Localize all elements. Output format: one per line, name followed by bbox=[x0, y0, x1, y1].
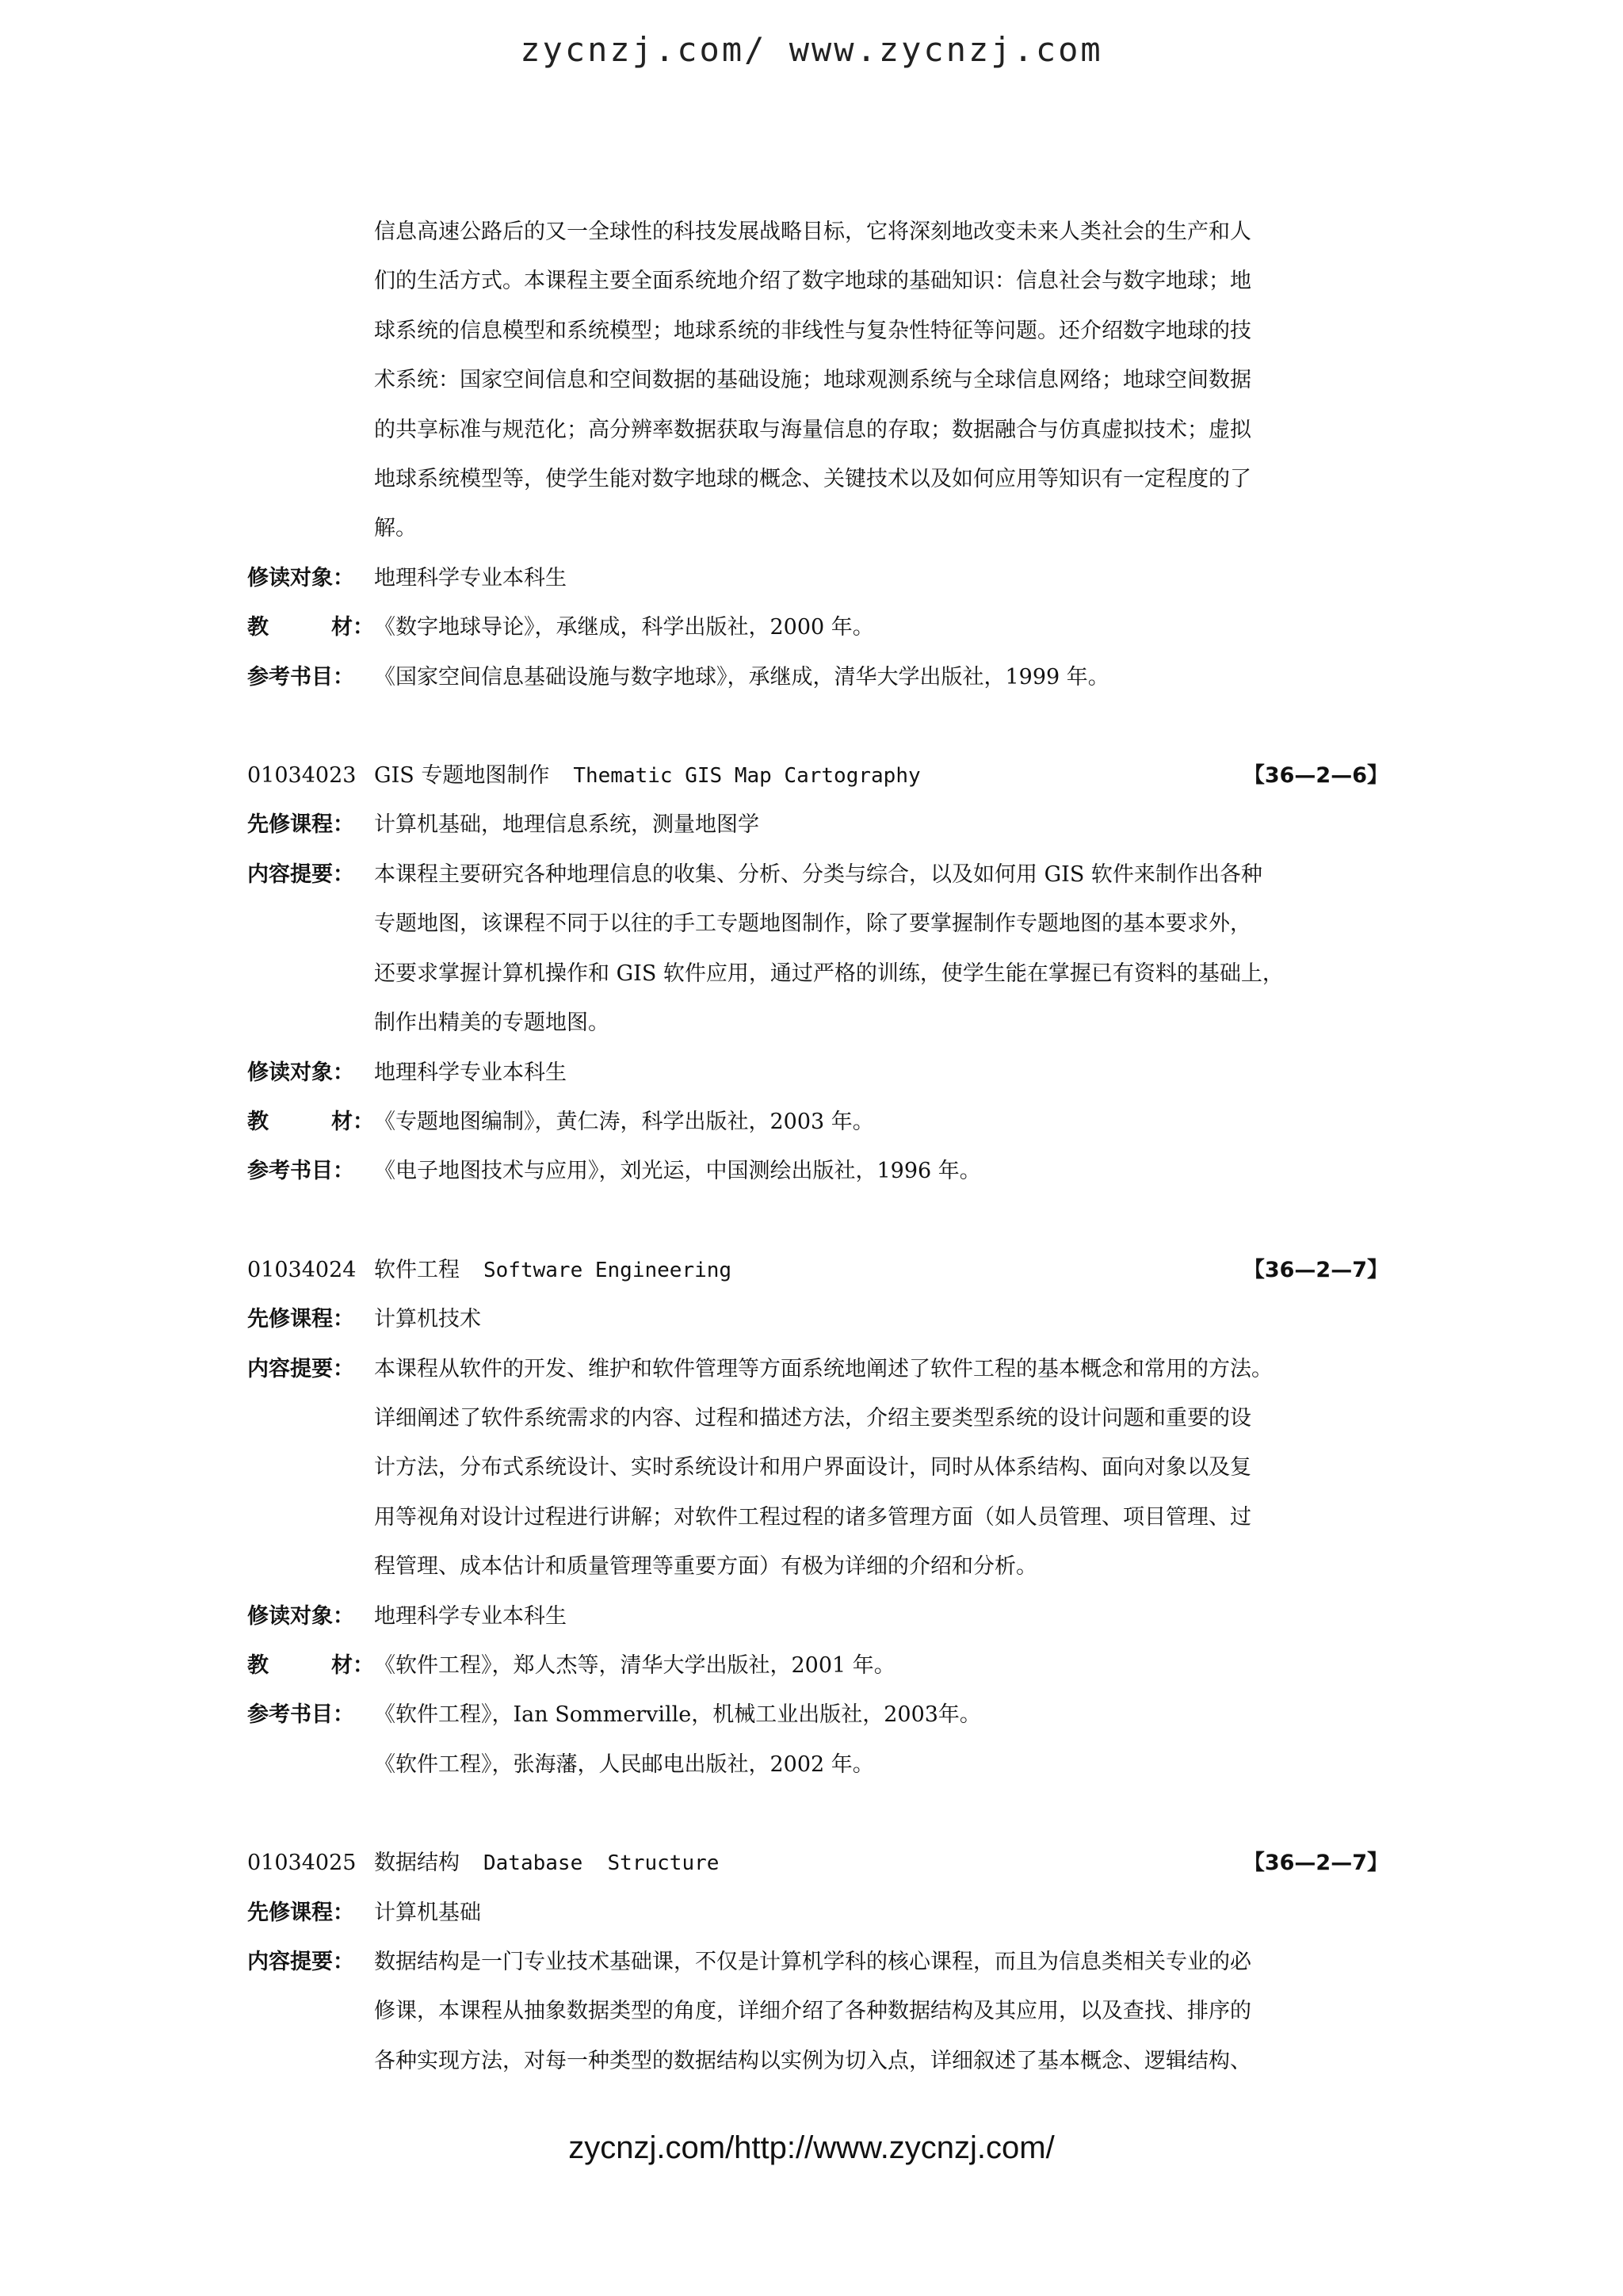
summary-line: 用等视角对设计过程进行讲解；对软件工程过程的诸多管理方面（如人员管理、项目管理、过 bbox=[374, 1504, 1251, 1530]
textbook-label bbox=[247, 603, 374, 652]
summary-line: 球系统的信息模型和系统模型；地球系统的非线性与复杂性特征等问题。还介绍数字地球的技 bbox=[374, 318, 1251, 343]
summary-line: 程管理、成本估计和质量管理等重要方面）有极为详细的介绍和分析。 bbox=[374, 1554, 1037, 1580]
course-cn-title: 数据结构 bbox=[374, 1851, 460, 1876]
course-cn-title: GIS 专题地图制作 bbox=[374, 763, 550, 789]
summary-line: 本课程主要研究各种地理信息的收集、分析、分类与综合，以及如何用 GIS 软件来制作出各种 bbox=[374, 861, 1262, 887]
summary-row bbox=[247, 850, 1388, 900]
audience-label: 修读对象： bbox=[247, 565, 354, 590]
summary-line: 修课，本课程从抽象数据类型的角度，详细介绍了各种数据结构及其应用，以及查找、排序的 bbox=[374, 1999, 1251, 2024]
summary-line: 详细阐述了软件系统需求的内容、过程和描述方法，介绍主要类型系统的设计问题和重要的设 bbox=[374, 1405, 1251, 1431]
summary-line: 术系统：国家空间信息和空间数据的基础设施；地球观测系统与全球信息网络；地球空间数据 bbox=[374, 368, 1251, 393]
course-hours: 【36—2—6】 bbox=[1243, 763, 1388, 789]
summary-line: 专题地图，该课程不同于以往的手工专题地图制作，除了要掌握制作专题地图的基本要求外， bbox=[374, 911, 1251, 937]
prereq-row bbox=[247, 800, 1388, 850]
prereq-value: 计算机技术 bbox=[374, 1307, 481, 1332]
section-gap bbox=[247, 1790, 1388, 1839]
summary-row bbox=[247, 1938, 1388, 1987]
references-label: 参考书目： bbox=[247, 664, 354, 690]
course-hours: 【36—2—7】 bbox=[1243, 1257, 1388, 1282]
summary-line: 们的生活方式。本课程主要全面系统地介绍了数字地球的基础知识：信息社会与数字地球；地 bbox=[374, 269, 1251, 294]
course-en-title: Database Structure bbox=[483, 1851, 720, 1876]
textbook-row bbox=[247, 603, 1388, 652]
textbook-label bbox=[247, 1641, 374, 1690]
course-heading bbox=[247, 751, 1388, 800]
references-label: 参考书目： bbox=[247, 1159, 354, 1184]
summary-line: 的共享标准与规范化；高分辨率数据获取与海量信息的存取；数据融合与仿真虚拟技术；虚拟 bbox=[374, 417, 1251, 442]
summary-line: 计方法，分布式系统设计、实时系统设计和用户界面设计，同时从体系结构、面向对象以及复 bbox=[374, 1455, 1251, 1480]
summary-label: 内容提要： bbox=[247, 861, 354, 887]
prereq-label: 先修课程： bbox=[247, 1307, 354, 1332]
prereq-label: 先修课程： bbox=[247, 812, 354, 838]
course-cn-title: 软件工程 bbox=[374, 1257, 460, 1282]
summary-label: 内容提要： bbox=[247, 1950, 354, 1974]
references-row bbox=[247, 1690, 1388, 1740]
section-gap bbox=[247, 702, 1388, 751]
summary-line: 各种实现方法，对每一种类型的数据结构以实例为切入点，详细叙述了基本概念、逻辑结构、 bbox=[374, 2048, 1251, 2073]
continued-summary bbox=[247, 208, 1388, 554]
textbook-label-part: 教 bbox=[247, 1652, 269, 1678]
reference-item: 《国家空间信息基础设施与数字地球》，承继成，清华大学出版社，1999 年。 bbox=[374, 664, 1109, 690]
audience-label: 修读对象： bbox=[247, 1060, 354, 1085]
summary-line: 地球系统模型等，使学生能对数字地球的概念、关键技术以及如何应用等知识有一定程度的了 bbox=[374, 467, 1251, 492]
textbook-label-part: 材： bbox=[331, 1109, 374, 1134]
reference-item: 《软件工程》，张海藩，人民邮电出版社，2002 年。 bbox=[374, 1752, 874, 1777]
audience-value: 地理科学专业本科生 bbox=[374, 565, 567, 590]
prereq-row bbox=[247, 1295, 1388, 1344]
summary-line: 解。 bbox=[374, 516, 417, 541]
course-heading bbox=[247, 1839, 1388, 1888]
summary-line: 数据结构是一门专业技术基础课，不仅是计算机学科的核心课程，而且为信息类相关专业的必 bbox=[374, 1950, 1251, 1974]
textbook-label-part: 教 bbox=[247, 1109, 269, 1134]
textbook-value: 《软件工程》，郑人杰等，清华大学出版社，2001 年。 bbox=[374, 1652, 896, 1678]
summary-line: 信息高速公路后的又一全球性的科技发展战略目标，它将深刻地改变未来人类社会的生产和人 bbox=[374, 220, 1251, 244]
course-code: 01034023 bbox=[247, 763, 357, 789]
textbook-label-part: 材： bbox=[331, 1652, 374, 1678]
textbook-label bbox=[247, 1098, 374, 1147]
audience-value: 地理科学专业本科生 bbox=[374, 1603, 567, 1629]
prereq-value: 计算机基础，地理信息系统，测量地图学 bbox=[374, 812, 759, 838]
course-en-title: Software Engineering bbox=[483, 1258, 732, 1282]
textbook-value: 《专题地图编制》，黄仁涛，科学出版社，2003 年。 bbox=[374, 1109, 874, 1134]
audience-value: 地理科学专业本科生 bbox=[374, 1060, 567, 1085]
reference-item: 《软件工程》，Ian Sommerville，机械工业出版社，2003年。 bbox=[374, 1702, 981, 1728]
summary-line: 制作出精美的专题地图。 bbox=[374, 1010, 609, 1036]
section-gap bbox=[247, 1197, 1388, 1246]
page-header: zycnzj.com/ www.zycnzj.com bbox=[520, 30, 1103, 69]
prereq-label: 先修课程： bbox=[247, 1900, 354, 1925]
summary-label: 内容提要： bbox=[247, 1356, 354, 1381]
summary-row bbox=[247, 1345, 1388, 1394]
course-code: 01034024 bbox=[247, 1257, 357, 1282]
references-row bbox=[247, 653, 1388, 702]
textbook-label-part: 教 bbox=[247, 615, 269, 640]
course-hours: 【36—2—7】 bbox=[1243, 1851, 1388, 1876]
textbook-label-part: 材： bbox=[331, 615, 374, 640]
references-label: 参考书目： bbox=[247, 1702, 354, 1728]
prereq-value: 计算机基础 bbox=[374, 1900, 481, 1925]
summary-line: 本课程从软件的开发、维护和软件管理等方面系统地阐述了软件工程的基本概念和常用的方法。 bbox=[374, 1356, 1273, 1381]
audience-row bbox=[247, 1592, 1388, 1641]
textbook-row bbox=[247, 1098, 1388, 1147]
reference-item: 《电子地图技术与应用》，刘光运，中国测绘出版社，1996 年。 bbox=[374, 1159, 981, 1184]
course-heading bbox=[247, 1246, 1388, 1295]
audience-label: 修读对象： bbox=[247, 1603, 354, 1629]
textbook-row bbox=[247, 1641, 1388, 1690]
summary-line: 还要求掌握计算机操作和 GIS 软件应用，通过严格的训练，使学生能在掌握已有资料的基础上， bbox=[374, 961, 1284, 986]
references-row bbox=[247, 1147, 1388, 1196]
textbook-value: 《数字地球导论》，承继成，科学出版社，2000 年。 bbox=[374, 615, 874, 640]
audience-row bbox=[247, 554, 1388, 603]
audience-row bbox=[247, 1049, 1388, 1098]
prereq-row bbox=[247, 1889, 1388, 1938]
course-code: 01034025 bbox=[247, 1851, 357, 1876]
course-en-title: Thematic GIS Map Cartography bbox=[573, 764, 921, 789]
page-footer: zycnzj.com/http://www.zycnzj.com/ bbox=[568, 2130, 1055, 2165]
document-body bbox=[247, 208, 1388, 2086]
